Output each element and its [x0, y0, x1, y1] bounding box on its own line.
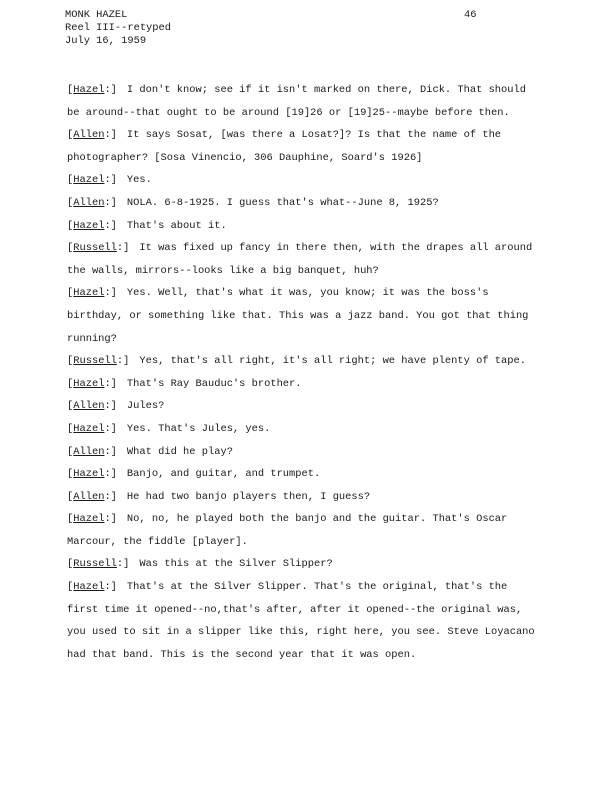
speaker-label: [Hazel:]: [67, 468, 117, 481]
speaker-name: Allen: [73, 445, 105, 458]
turn-text: Yes, that's all right, it's all right; we have plenty of tape.: [139, 355, 526, 368]
turn-text: Yes. That's Jules, yes.: [126, 422, 271, 435]
transcript-turn: [67, 395, 542, 418]
speaker-name: Russell: [73, 558, 117, 571]
reel-label: Reel III--retyped: [65, 22, 172, 34]
speaker-label: [Hazel:]: [67, 287, 117, 300]
transcript-turn: [67, 169, 542, 192]
speaker-name: Hazel: [73, 422, 105, 435]
header-block: [65, 9, 171, 48]
speaker-name: Hazel: [73, 219, 105, 232]
turn-text: Jules?: [126, 400, 165, 413]
turn-text: That's about it.: [126, 219, 227, 232]
transcript-turn: [67, 441, 542, 464]
speaker-name: Hazel: [73, 84, 105, 96]
speaker-name: Hazel: [73, 377, 105, 390]
speaker-name: Hazel: [73, 287, 105, 300]
speaker-label: [Allen:]: [67, 196, 117, 209]
speaker-name: Allen: [73, 490, 105, 503]
transcript-body: [67, 79, 542, 666]
transcript-turn: [67, 373, 542, 396]
transcript-turn: [67, 192, 542, 215]
turn-text: Yes.: [126, 174, 152, 187]
transcript-turn: [67, 553, 542, 576]
speaker-name: Russell: [73, 242, 117, 255]
transcript-turn: [67, 79, 542, 124]
turn-text: Banjo, and guitar, and trumpet.: [126, 468, 321, 481]
speaker-label: [Hazel:]: [67, 581, 117, 594]
transcript-turn: [67, 486, 542, 509]
turn-text: No, no, he played both the banjo and the guitar. That's Oscar Marcour, the fiddle [player].: [67, 513, 508, 548]
transcript-turn: [67, 418, 542, 441]
page-number: 46: [464, 9, 477, 21]
transcript-turn: [67, 508, 542, 553]
speaker-name: Allen: [73, 400, 105, 413]
turn-text: That's at the Silver Slipper. That's the original, that's the first time it opened--no,that's after, after it opened--the original was, you used to sit in a slipper like this, right here, you see. Steve Loyacano had that band. This is the second year that it was open.: [67, 581, 535, 661]
speaker-label: [Hazel:]: [67, 377, 117, 390]
turn-text: He had two banjo players then, I guess?: [126, 490, 371, 503]
transcript-turn: [67, 215, 542, 238]
transcript-turn: [67, 576, 542, 666]
speaker-name: Russell: [73, 355, 117, 368]
speaker-label: [Hazel:]: [67, 174, 117, 187]
speaker-label: [Allen:]: [67, 400, 117, 413]
speaker-label: [Russell:]: [67, 558, 130, 571]
speaker-label: [Hazel:]: [67, 84, 117, 96]
transcript-turn: [67, 350, 542, 373]
speaker-name: Hazel: [73, 468, 105, 481]
turn-text: It was fixed up fancy in there then, with the drapes all around the walls, mirrors--looks like a big banquet, huh?: [67, 242, 533, 277]
speaker-label: [Russell:]: [67, 242, 130, 255]
speaker-label: [Hazel:]: [67, 219, 117, 232]
speaker-name: Allen: [73, 196, 105, 209]
speaker-label: [Allen:]: [67, 445, 117, 458]
turn-text: I don't know; see if it isn't marked on there, Dick. That should be around--that ought to be around [19]26 or [19]25--maybe before then.: [67, 84, 526, 119]
speaker-label: [Allen:]: [67, 129, 117, 142]
speaker-name: Hazel: [73, 174, 105, 187]
turn-text: That's Ray Bauduc's brother.: [126, 377, 302, 390]
turn-text: NOLA. 6-8-1925. I guess that's what--June 8, 1925?: [126, 196, 439, 209]
interviewee-name: MONK HAZEL: [65, 9, 128, 21]
turn-text: Was this at the Silver Slipper?: [139, 558, 333, 571]
speaker-label: [Russell:]: [67, 355, 130, 368]
transcript-turn: [67, 124, 542, 169]
speaker-name: Hazel: [73, 581, 105, 594]
speaker-name: Allen: [73, 129, 105, 142]
speaker-name: Hazel: [73, 513, 105, 526]
turn-text: What did he play?: [126, 445, 233, 458]
transcript-turn: [67, 237, 542, 282]
transcript-turn: [67, 463, 542, 486]
speaker-label: [Hazel:]: [67, 513, 117, 526]
interview-date: July 16, 1959: [65, 35, 147, 47]
turn-text: Yes. Well, that's what it was, you know; it was the boss's birthday, or something like that. This was a jazz band. You got that thing running?: [67, 287, 529, 345]
speaker-label: [Hazel:]: [67, 422, 117, 435]
turn-text: It says Sosat, [was there a Losat?]? Is that the name of the photographer? [Sosa Vinencio, 306 Dauphine, Soard's 1926]: [67, 129, 502, 164]
transcript-turn: [67, 282, 542, 350]
speaker-label: [Allen:]: [67, 490, 117, 503]
